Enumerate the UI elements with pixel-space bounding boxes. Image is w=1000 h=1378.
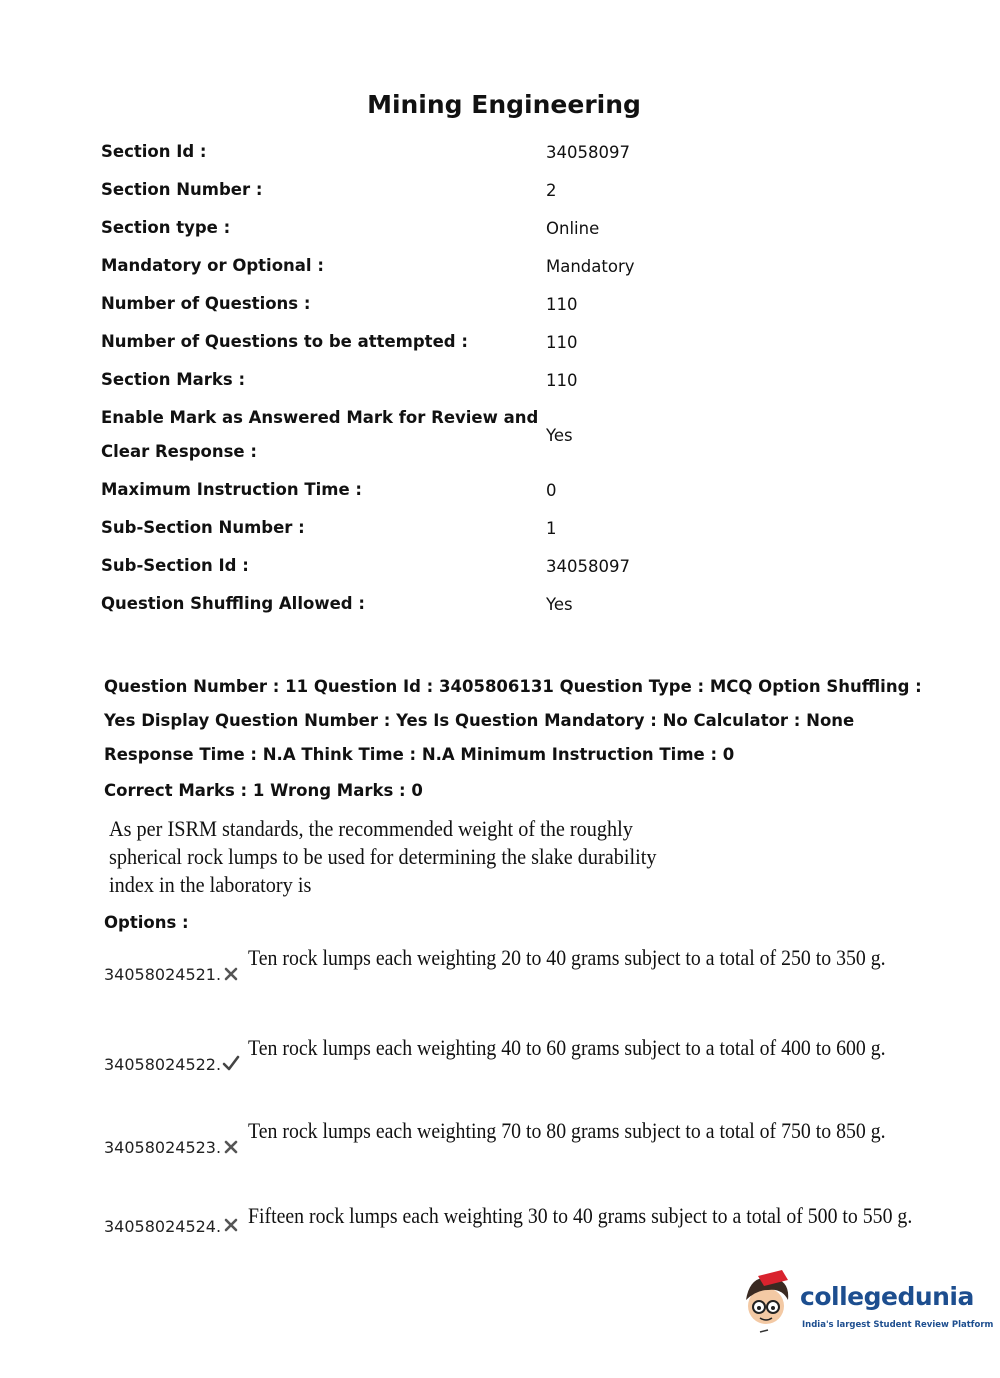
info-label: Section Id : xyxy=(101,142,207,161)
info-value: 110 xyxy=(546,370,578,390)
info-value: 2 xyxy=(546,180,557,200)
info-row xyxy=(101,285,921,323)
info-value: 110 xyxy=(546,332,578,352)
info-row xyxy=(101,361,921,399)
info-label: Sub-Section Number : xyxy=(101,518,305,537)
info-label: Maximum Instruction Time : xyxy=(101,480,362,499)
info-label: Section Number : xyxy=(101,180,263,199)
section-info-table xyxy=(101,133,921,623)
info-row xyxy=(101,133,921,171)
info-row xyxy=(101,247,921,285)
info-value: Yes xyxy=(546,425,573,445)
info-row xyxy=(101,471,921,509)
info-label: Enable Mark as Answered Mark for Review and Clear Response : xyxy=(101,408,539,461)
wrong-mark-icon xyxy=(222,1138,240,1156)
info-row xyxy=(101,547,921,585)
logo-name: collegedunia xyxy=(800,1282,974,1311)
info-value: Yes xyxy=(546,594,573,614)
option-item xyxy=(0,1203,1000,1263)
question-meta: Question Number : 11 Question Id : 3405806131 Question Type : MCQ Option Shuffling : Yes Display Question Number : Yes Is Question Mandatory : No Calculator : None Response Time : N.A Think Time : N.A Minimum Instruction Time : 0 xyxy=(104,677,922,764)
options-label: Options : xyxy=(104,913,189,932)
info-label: Sub-Section Id : xyxy=(101,556,249,575)
logo-tagline: India's largest Student Review Platform xyxy=(802,1320,994,1330)
question-marks: Correct Marks : 1 Wrong Marks : 0 xyxy=(104,781,423,800)
option-id: 34058024523. xyxy=(104,1138,222,1157)
option-item xyxy=(0,945,1000,1005)
option-id: 34058024524. xyxy=(104,1217,222,1236)
check-mark-icon xyxy=(222,1054,240,1072)
option-text: Ten rock lumps each weighting 70 to 80 grams subject to a total of 750 to 850 g. xyxy=(248,1118,886,1143)
option-text: Fifteen rock lumps each weighting 30 to 40 grams subject to a total of 500 to 550 g. xyxy=(248,1203,913,1228)
info-row xyxy=(101,209,921,247)
info-value: Mandatory xyxy=(546,256,635,276)
option-text: Ten rock lumps each weighting 40 to 60 grams subject to a total of 400 to 600 g. xyxy=(248,1035,886,1060)
info-label: Number of Questions : xyxy=(101,294,311,313)
page-title: Mining Engineering xyxy=(367,90,641,119)
info-label: Question Shuffling Allowed : xyxy=(101,594,365,613)
option-text: Ten rock lumps each weighting 20 to 40 grams subject to a total of 250 to 350 g. xyxy=(248,945,886,970)
option-id: 34058024521. xyxy=(104,965,222,984)
info-value: 34058097 xyxy=(546,556,630,576)
info-label: Mandatory or Optional : xyxy=(101,256,324,275)
wrong-mark-icon xyxy=(222,965,240,983)
option-item xyxy=(0,1118,1000,1178)
option-id: 34058024522. xyxy=(104,1055,222,1074)
wrong-mark-icon xyxy=(222,1216,240,1234)
mascot-icon xyxy=(738,1270,798,1340)
info-label: Number of Questions to be attempted : xyxy=(101,332,468,351)
info-value: 34058097 xyxy=(546,142,630,162)
info-row xyxy=(101,323,921,361)
info-label: Section Marks : xyxy=(101,370,246,389)
collegedunia-logo xyxy=(738,1270,994,1344)
info-value: 0 xyxy=(546,480,557,500)
option-item xyxy=(0,1035,1000,1095)
question-text: As per ISRM standards, the recommended weight of the roughly spherical rock lumps to be used for determining the slake durability index in the laboratory is xyxy=(109,816,657,897)
info-value: Online xyxy=(546,218,600,238)
info-row xyxy=(101,399,921,471)
info-value: 1 xyxy=(546,518,557,538)
info-row xyxy=(101,585,921,623)
info-row xyxy=(101,509,921,547)
info-value: 110 xyxy=(546,294,578,314)
info-row xyxy=(101,171,921,209)
info-label: Section type : xyxy=(101,218,231,237)
